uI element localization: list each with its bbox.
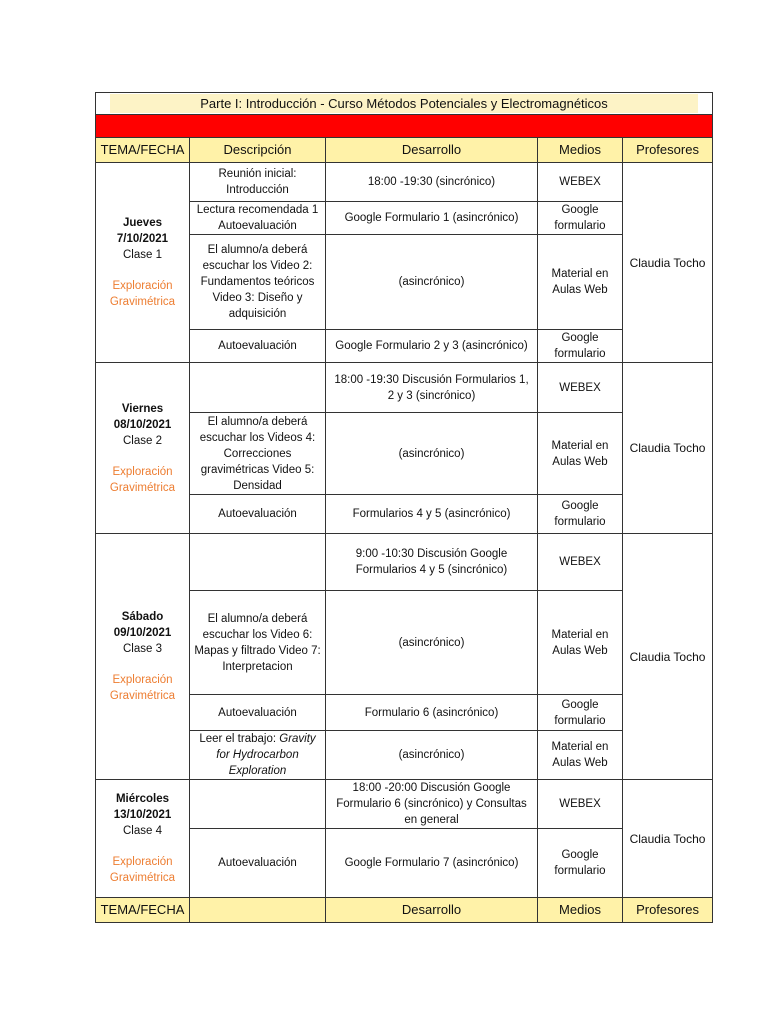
session-date: 13/10/2021	[113, 809, 172, 821]
profesor-cell: Claudia Tocho	[623, 780, 713, 898]
descripcion-cell: Autoevaluación	[190, 330, 326, 363]
medios-cell: WEBEX	[538, 534, 623, 591]
desarrollo-cell: (asincrónico)	[326, 413, 538, 495]
desarrollo-cell: Formularios 4 y 5 (asincrónico)	[326, 495, 538, 534]
desarrollo-cell: (asincrónico)	[326, 235, 538, 330]
desarrollo-cell: Google Formulario 1 (asincrónico)	[326, 202, 538, 235]
medios-cell: Material en Aulas Web	[538, 731, 623, 780]
descripcion-cell: El alumno/a deberá escuchar los Videos 4: Correcciones gravimétricas Video 5: Densidad	[190, 413, 326, 495]
schedule-table	[95, 92, 713, 923]
header-row	[96, 138, 713, 163]
header-tema: TEMA/FECHA	[96, 138, 190, 163]
session-day: Miércoles	[115, 793, 170, 805]
medios-cell: Google formulario	[538, 495, 623, 534]
descripcion-cell: Lectura recomendada 1 Autoevaluación	[190, 202, 326, 235]
descripcion-cell	[190, 731, 326, 780]
medios-cell: Google formulario	[538, 330, 623, 363]
session-topic: Exploración Gravimétrica	[109, 280, 176, 308]
session-day: Viernes	[121, 402, 164, 415]
session-topic: Exploración Gravimétrica	[109, 674, 176, 702]
footer-row	[96, 898, 713, 923]
desarrollo-cell: (asincrónico)	[326, 731, 538, 780]
header-profesores: Profesores	[623, 138, 713, 163]
descripcion-cell: Autoevaluación	[190, 829, 326, 898]
desarrollo-cell: Formulario 6 (asincrónico)	[326, 695, 538, 731]
session-day: Sábado	[121, 611, 164, 623]
session-clase: Clase 4	[123, 825, 162, 837]
descripcion-cell	[190, 780, 326, 829]
session-date: 08/10/2021	[113, 418, 172, 431]
medios-cell: Material en Aulas Web	[538, 591, 623, 695]
medios-cell: Material en Aulas Web	[538, 235, 623, 330]
medios-cell: Google formulario	[538, 829, 623, 898]
medios-cell: WEBEX	[538, 780, 623, 829]
header-descripcion: Descripción	[190, 138, 326, 163]
profesor-cell: Claudia Tocho	[623, 534, 713, 780]
red-separator-row	[96, 115, 713, 138]
session-date: 7/10/2021	[116, 233, 169, 245]
session-clase: Clase 1	[123, 249, 162, 261]
table-row	[96, 534, 713, 591]
footer-profesores: Profesores	[623, 898, 713, 923]
session-tema-cell	[96, 163, 190, 363]
desarrollo-cell: Google Formulario 2 y 3 (asincrónico)	[326, 330, 538, 363]
medios-cell: Google formulario	[538, 202, 623, 235]
desarrollo-cell: (asincrónico)	[326, 591, 538, 695]
header-desarrollo: Desarrollo	[326, 138, 538, 163]
table-row	[96, 163, 713, 202]
desarrollo-cell: Google Formulario 7 (asincrónico)	[326, 829, 538, 898]
descripcion-cell	[190, 534, 326, 591]
title-row	[96, 93, 713, 115]
session-day: Jueves	[122, 217, 162, 229]
footer-desarrollo: Desarrollo	[326, 898, 538, 923]
footer-medios: Medios	[538, 898, 623, 923]
table-row	[96, 363, 713, 413]
descripcion-cell: Reunión inicial: Introducción	[190, 163, 326, 202]
desarrollo-cell: 18:00 -20:00 Discusión Google Formulario 6 (sincrónico) y Consultas en general	[326, 780, 538, 829]
descripcion-cell	[190, 363, 326, 413]
session-topic: Exploración Gravimétrica	[109, 856, 176, 884]
table-row	[96, 780, 713, 829]
session-tema-cell	[96, 534, 190, 780]
desarrollo-cell: 18:00 -19:30 Discusión Formularios 1, 2 y 3 (sincrónico)	[326, 363, 538, 413]
session-clase: Clase 3	[123, 643, 162, 655]
profesor-cell: Claudia Tocho	[623, 363, 713, 534]
desarrollo-cell: 9:00 -10:30 Discusión Google Formularios 4 y 5 (sincrónico)	[326, 534, 538, 591]
footer-tema: TEMA/FECHA	[96, 898, 190, 923]
medios-cell: Google formulario	[538, 695, 623, 731]
footer-descripcion	[190, 898, 326, 923]
session-clase: Clase 2	[123, 434, 162, 447]
header-medios: Medios	[538, 138, 623, 163]
descripcion-cell: Autoevaluación	[190, 695, 326, 731]
medios-cell: WEBEX	[538, 163, 623, 202]
profesor-cell: Claudia Tocho	[623, 163, 713, 363]
session-date: 09/10/2021	[113, 627, 172, 639]
medios-cell: WEBEX	[538, 363, 623, 413]
descripcion-cell: El alumno/a deberá escuchar los Video 2: Fundamentos teóricos Video 3: Diseño y adquisición	[190, 235, 326, 330]
descripcion-prefix: Leer el trabajo:	[199, 733, 277, 745]
session-topic: Exploración Gravimétrica	[109, 465, 176, 494]
session-tema-cell	[96, 363, 190, 534]
descripcion-italic-title: Gravity for Hydrocarbon Exploration	[216, 733, 316, 777]
page-title: Parte I: Introducción - Curso Métodos Potenciales y Electromagnéticos	[110, 94, 698, 113]
descripcion-cell: El alumno/a deberá escuchar los Video 6: Mapas y filtrado Video 7: Interpretacion	[190, 591, 326, 695]
medios-cell: Material en Aulas Web	[538, 413, 623, 495]
descripcion-cell: Autoevaluación	[190, 495, 326, 534]
desarrollo-cell: 18:00 -19:30 (sincrónico)	[326, 163, 538, 202]
red-bar	[96, 115, 713, 138]
session-tema-cell	[96, 780, 190, 898]
